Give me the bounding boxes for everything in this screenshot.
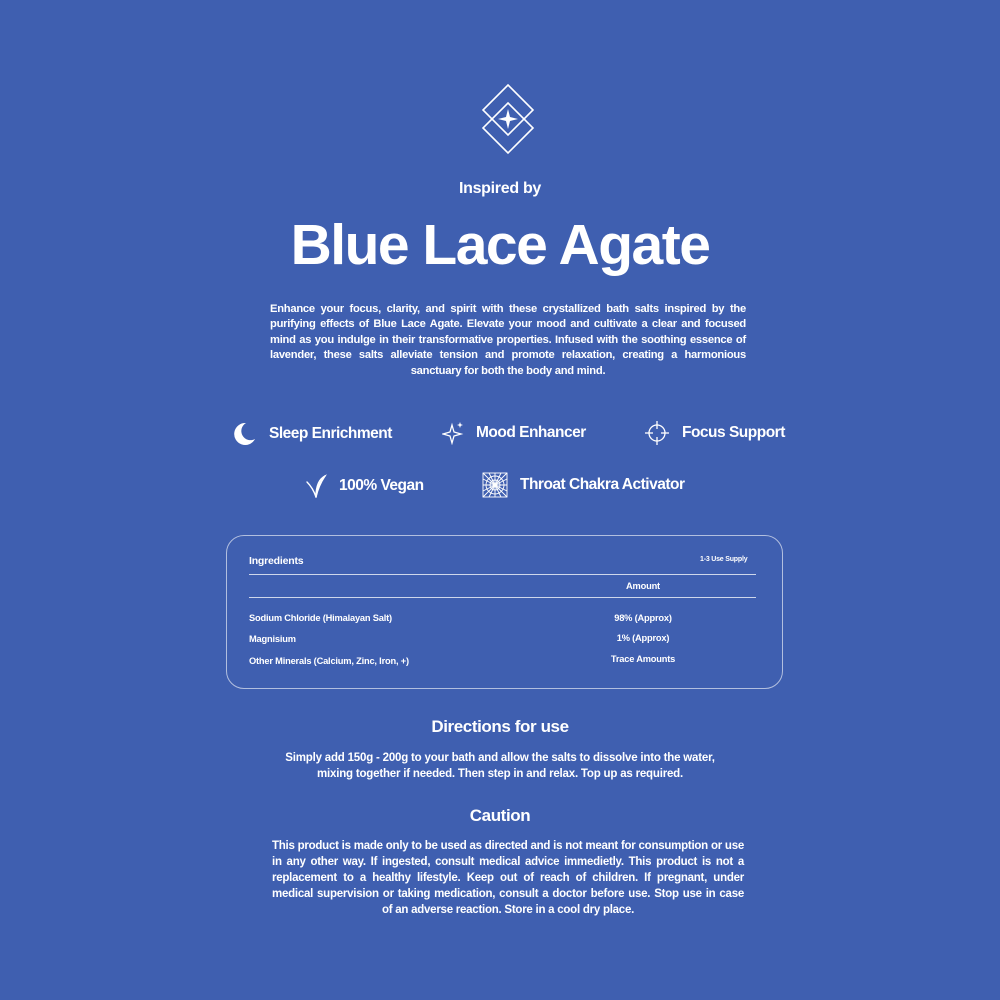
amount-header: Amount	[626, 581, 660, 591]
leaf-icon	[305, 473, 327, 499]
feature-focus-support	[644, 420, 785, 446]
directions-line-1: Simply add 150g - 200g to your bath and allow the salts to dissolve into the water,	[285, 752, 715, 764]
feature-label: Sleep Enrichment	[269, 425, 392, 442]
intro-paragraph: Enhance your focus, clarity, and spirit with these crystallized bath salts inspired by the purifying effects of Blue Lace Agate. Elevate your mood and cultivate a clear and focused mind as you indulge in their transformative properties. Infused with the soothing essence of lavender, these salts alleviate tension and promote relaxation, creating a harmonious sanctuary for both the body and mind.	[270, 303, 746, 377]
divider	[249, 597, 756, 598]
divider	[249, 574, 756, 575]
feature-sleep-enrichment	[231, 421, 392, 447]
ingredient-name: Other Minerals (Calcium, Zinc, Iron, +)	[249, 656, 409, 666]
feature-label: Throat Chakra Activator	[520, 476, 685, 493]
caution-paragraph: This product is made only to be used as directed and is not meant for consumption or use in any other way. If ingested, consult medical advice immedietly. This product is not a replacement to a healthy lifestyle. Keep out of reach of children. If pregnant, under medical supervision or taking medication, consult a doctor before use. Stop use in case of an adverse reaction. Store in a cool dry place.	[272, 840, 744, 916]
directions-line-2: mixing together if needed. Then step in and relax. Top up as required.	[317, 768, 683, 780]
ingredient-name: Sodium Chloride (Himalayan Salt)	[249, 613, 392, 623]
ingredient-name: Magnisium	[249, 634, 296, 644]
caution-heading: Caution	[469, 806, 531, 825]
chakra-icon	[482, 472, 508, 498]
feature-mood-enhancer	[442, 421, 586, 445]
feature-label: Focus Support	[682, 424, 785, 441]
header-subtitle: Inspired by	[458, 180, 542, 197]
moon-icon	[231, 421, 257, 447]
page-title: Blue Lace Agate	[290, 213, 710, 277]
crosshair-icon	[644, 420, 670, 446]
sparkle-icon	[442, 421, 464, 445]
feature-label: Mood Enhancer	[476, 424, 586, 441]
directions-heading: Directions for use	[431, 717, 569, 736]
diamond-star-icon	[470, 80, 550, 160]
feature-label: 100% Vegan	[339, 477, 424, 494]
feature-vegan	[305, 473, 424, 499]
feature-throat-chakra	[482, 472, 685, 498]
ingredient-amount: 98% (Approx)	[614, 613, 672, 623]
ingredient-amount: 1% (Approx)	[616, 633, 670, 643]
supply-label: 1-3 Use Supply	[700, 556, 748, 563]
ingredients-heading: Ingredients	[249, 555, 304, 567]
ingredient-amount: Trace Amounts	[610, 654, 676, 664]
